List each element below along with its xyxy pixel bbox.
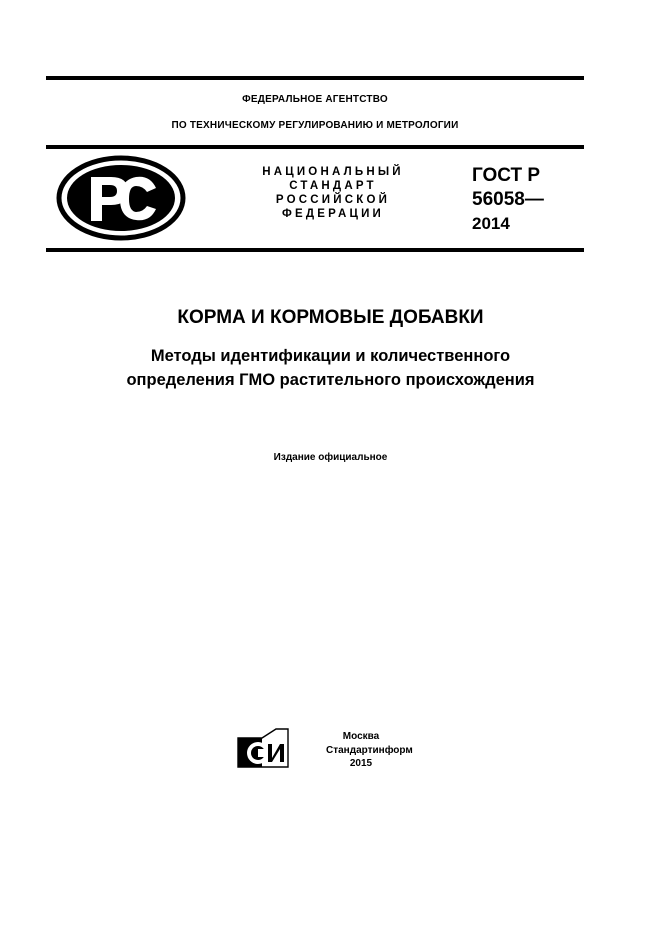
document-subtitle: [0, 344, 661, 392]
agency-line-1: ФЕДЕРАЛЬНОЕ АГЕНТСТВО: [242, 94, 388, 105]
top-rule: [46, 76, 584, 80]
header-rule-bottom: [46, 248, 584, 252]
document-title: КОРМА И КОРМОВЫЕ ДОБАВКИ: [177, 307, 484, 328]
national-standard-label: [240, 165, 426, 221]
agency-line-2: ПО ТЕХНИЧЕСКОМУ РЕГУЛИРОВАНИЮ И МЕТРОЛОГИИ: [171, 120, 459, 131]
publisher-block: [326, 730, 413, 771]
publisher-name: Стандартинформ: [326, 744, 413, 756]
edition-note: Издание официальное: [273, 452, 388, 463]
national-standard-line-4: ФЕДЕРАЦИИ: [281, 208, 385, 220]
designation-line-3: 2014: [472, 214, 510, 233]
subtitle-line-2: определения ГМО растительного происхождения: [126, 371, 535, 389]
subtitle-line-1: Методы идентификации и количественного: [150, 347, 511, 365]
standartinform-logo-icon: [236, 728, 290, 768]
standard-designation: [472, 164, 544, 236]
national-standard-line-3: РОССИЙСКОЙ: [275, 194, 391, 206]
rst-conformity-mark-icon: [56, 155, 186, 241]
national-standard-line-1: НАЦИОНАЛЬНЫЙ: [262, 166, 404, 178]
publisher-city: Москва: [342, 731, 380, 742]
publisher-year: 2015: [349, 758, 373, 769]
designation-line-1: ГОСТ Р: [472, 165, 541, 186]
national-standard-line-2: СТАНДАРТ: [289, 180, 377, 192]
header-rule-top: [46, 145, 584, 149]
designation-line-2: 56058—: [472, 189, 544, 210]
